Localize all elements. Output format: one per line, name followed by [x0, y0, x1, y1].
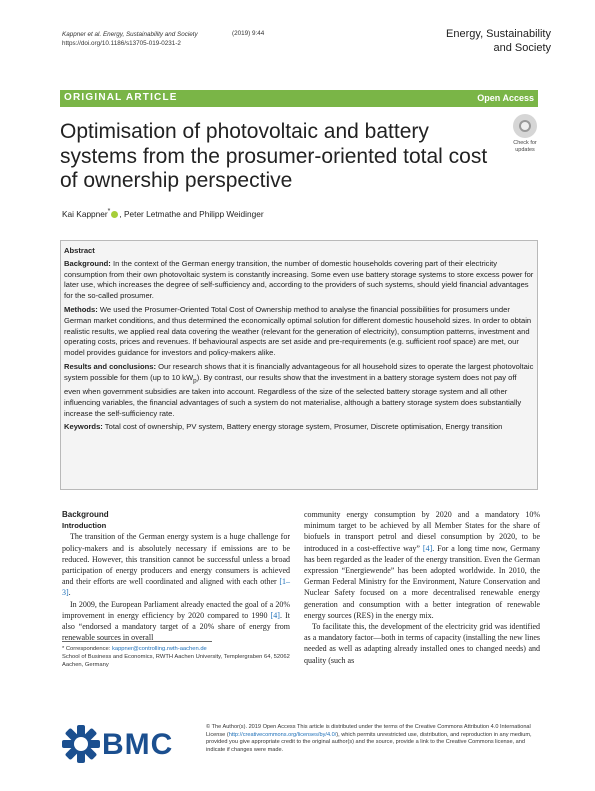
abstract-background: Background: In the context of the German energy transition, the number of domestic households covering part of their electricity consumption from their own photovoltaic system is constantly increasing. Some even use battery storage systems to store excess power for later use, which increases the degree of self-sufficiency and, according to the providers of such systems, should yield financial advantages for the so-called prosumer. [64, 258, 534, 301]
citation-header [62, 30, 198, 48]
paragraph: In 2009, the European Parliament already enacted the goal of a 20% improvement in energy efficiency by 2020 compared to 1990 [4]. It also “endorsed a mandatory target of a 20% share of energy from renewable sources in overall [62, 599, 291, 643]
abstract-keywords: Keywords: Total cost of ownership, PV system, Battery energy storage system, Prosumer, Discrete optimisation, Energy transition [64, 422, 503, 432]
citation-journal: Kappner et al. Energy, Sustainability and Society [62, 31, 198, 38]
other-authors: , Peter Letmathe and Philipp Weidinger [119, 208, 264, 219]
abstract-box [60, 240, 538, 490]
subsection-heading: Introduction [62, 521, 107, 531]
citation-link[interactable]: [4] [270, 610, 280, 620]
citation-year: (2019) 9:44 [232, 30, 265, 37]
correspondence-email-link[interactable]: kappner@controlling.rwth-aachen.de [111, 646, 207, 652]
badge-line2: updates [515, 146, 535, 153]
affiliation: School of Business and Economics, RWTH Aachen University, Templergraben 64, 52062 Aachen, Germany [62, 654, 290, 668]
badge-line1: Check for [513, 140, 537, 146]
open-access-label: Open Access [477, 93, 534, 103]
corresponding-mark: * [107, 208, 111, 215]
abstract-heading: Abstract [64, 246, 95, 255]
citation-link[interactable]: [4] [422, 543, 433, 553]
orcid-icon[interactable] [111, 211, 118, 218]
body-column-right [304, 509, 540, 666]
bmc-logo-mark-icon [62, 725, 100, 763]
check-for-updates-badge[interactable] [509, 114, 541, 156]
author-list [62, 208, 264, 219]
author-name[interactable]: Kai Kappner [62, 208, 108, 219]
journal-name [446, 28, 551, 55]
article-title: Optimisation of photovoltaic and battery systems from the prosumer-oriented total cost of ownership perspective [60, 120, 488, 192]
article-type-label: ORIGINAL ARTICLE [64, 92, 178, 103]
correspondence-footnote: * Correspondence: kappner@controlling.rwth-aachen.de School of Business and Economics, RWTH Aachen University, Templergraben 64, 52062 Aachen, Germany [62, 645, 292, 669]
citation-doi-link[interactable]: https://doi.org/10.1186/s13705-019-0231-2 [62, 40, 181, 47]
bmc-logo [62, 725, 172, 765]
abstract-results: Results and conclusions: Our research shows that it is financially advantageous for all household sizes to operate the largest photovoltaic system possible for them (up to 10 $kW_p$). By contrast, our results show that the investment in a battery storage system does not pay off even when government subsidies are taken into account. Regardless of the size of the selected battery storage system and all other influencing variables, the financial advantages of such a system do not materialise, although a battery storage system does substantially increase the self-sufficiency rate. [64, 361, 534, 418]
article-type-banner [60, 90, 538, 107]
publisher-name: BMC [102, 728, 174, 761]
check-for-updates-icon [513, 114, 537, 138]
section-heading: Background [62, 510, 109, 519]
journal-name-line1: Energy, Sustainability [446, 28, 551, 40]
license-text: © The Author(s). 2019 Open Access This article is distributed under the terms of the Creative Commons Attribution 4.0 International License (http://creativecommons.org/licenses/by/4.0/), which permits unrestricted use, distribution, and reproduction in any medium, provided you give appropriate credit to the original author(s) and the source, provide a link to the Creative Commons license, and indicate if changes were made. [206, 724, 532, 753]
journal-name-line2: and Society [493, 41, 551, 54]
citation-link[interactable]: [1–3] [62, 577, 290, 598]
abstract-methods: Methods: We used the Prosumer-Oriented Total Cost of Ownership method to analyse the financial possibilities for prosumers under German market conditions, and thus determined the economically optimal solution for different domestic household sizes. In order to obtain realistic results, we applied real data covering the weather (relevant for the generation of electricity), consumption patterns, investment and operating costs, prices and revenues. If behavioural aspects are set aside and pre-requirements (e.g. sufficient roof space) are met, our model provides guidance for investors and policy-makers alike. [64, 304, 532, 358]
footnote-divider [62, 641, 212, 642]
license-link[interactable]: http://creativecommons.org/licenses/by/4.0/ [228, 731, 337, 738]
paragraph: The transition of the German energy system is a huge challenge for policy-makers and is absolutely necessary if emissions are to be reduced. However, this transition cannot be successful unless a broad participation of energy producers and energy consumers is achieved and their efforts are well coordinated and aligned with each other [1–3]. [62, 532, 290, 598]
body-column-left [62, 509, 290, 643]
paragraph: community energy consumption by 2020 and a mandatory 10% minimum target to be achieved by all Member States for the share of biofuels in transport petrol and diesel consumption by 2020, to be introduced in a cost-effective way” [4]. For a long time now, Germany has been regarded as the leader of the energy transition. Even the German expression “Energiewende” has been adopted worldwide. In 2010, the German Federal Ministry for the Environment, Nature Conservation and Nuclear Safety focused on a more decentralised renewable energy generation and consumption with a better integration of renewable energy sources (RES) in the energy mix. [304, 510, 540, 620]
paragraph: To facilitate this, the development of the electricity grid was identified as a mandatory factor—both in terms of capacity (installing the new lines needed as well as adapting already installed ones to changed needs) and quality (such as [304, 622, 540, 665]
